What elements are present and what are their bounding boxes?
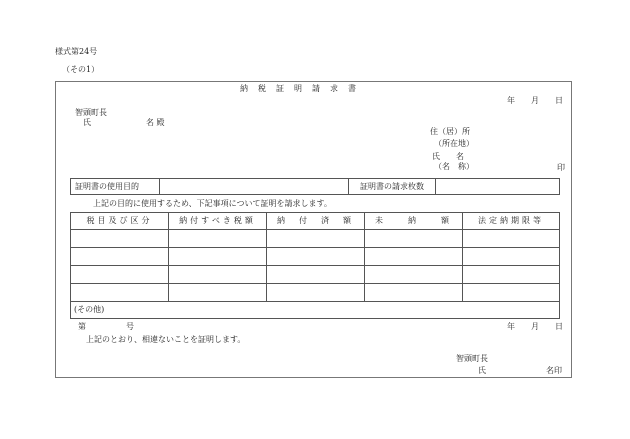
table-row: [71, 230, 560, 248]
tax-table-header: [71, 213, 560, 230]
header-amount-unpaid: 未 納 額: [365, 213, 463, 230]
form-number: 様式第24号: [55, 47, 98, 56]
applicant-name-alt-label: （名 称）: [434, 162, 474, 171]
cell[interactable]: [169, 266, 267, 284]
cell[interactable]: [169, 230, 267, 248]
cell[interactable]: [365, 284, 463, 302]
form-title: 納 税 証 明 請 求 書: [240, 84, 357, 93]
cell[interactable]: [267, 230, 365, 248]
header-deadline: 法定納期限等: [463, 213, 560, 230]
cell[interactable]: [71, 248, 169, 266]
table-row: [71, 248, 560, 266]
tax-table: [70, 212, 560, 319]
purpose-table: [70, 178, 560, 195]
table-row: [71, 266, 560, 284]
purpose-field[interactable]: [160, 179, 349, 195]
applicant-address-label: 住（居）所: [430, 127, 470, 136]
header-tax-item: 税目及び区分: [71, 213, 169, 230]
cell[interactable]: [463, 266, 560, 284]
form-part: （その1）: [62, 65, 100, 74]
purpose-label: 証明書の使用目的: [71, 179, 160, 195]
cell[interactable]: [267, 248, 365, 266]
cell[interactable]: [71, 230, 169, 248]
addressee-office: 智頭町長: [75, 108, 107, 117]
applicant-name-label: 氏 名: [432, 152, 464, 161]
request-sentence: 上記の目的に使用するため、下記事項について証明を請求します。: [93, 199, 332, 208]
cell[interactable]: [463, 230, 560, 248]
addressee-name-suffix: 名 殿: [146, 118, 165, 127]
other-row: [71, 302, 560, 319]
addressee-name-prefix: 氏: [83, 118, 91, 127]
cell[interactable]: [463, 248, 560, 266]
header-amount-paid: 納 付 済 額: [267, 213, 365, 230]
cell[interactable]: [267, 266, 365, 284]
request-date: 年 月 日: [507, 96, 563, 105]
certificate-number: 第 号: [78, 322, 134, 331]
certifier-name-suffix: 名印: [546, 366, 562, 375]
cell[interactable]: [71, 284, 169, 302]
applicant-address-alt-label: （所在地）: [434, 139, 474, 148]
header-amount-due: 納付すべき税額: [169, 213, 267, 230]
certificate-date: 年 月 日: [507, 322, 563, 331]
certifier-name-prefix: 氏: [478, 366, 486, 375]
table-row: [71, 284, 560, 302]
certifier-office: 智頭町長: [456, 354, 488, 363]
other-label[interactable]: (その他): [71, 302, 560, 319]
cell[interactable]: [71, 266, 169, 284]
count-label: 証明書の請求枚数: [349, 179, 436, 195]
count-field[interactable]: [436, 179, 560, 195]
cell[interactable]: [365, 230, 463, 248]
cell[interactable]: [365, 248, 463, 266]
cell[interactable]: [365, 266, 463, 284]
seal-mark: 印: [557, 163, 565, 172]
cell[interactable]: [169, 284, 267, 302]
cell[interactable]: [463, 284, 560, 302]
certificate-sentence: 上記のとおり、相違ないことを証明します。: [86, 335, 246, 344]
cell[interactable]: [267, 284, 365, 302]
cell[interactable]: [169, 248, 267, 266]
